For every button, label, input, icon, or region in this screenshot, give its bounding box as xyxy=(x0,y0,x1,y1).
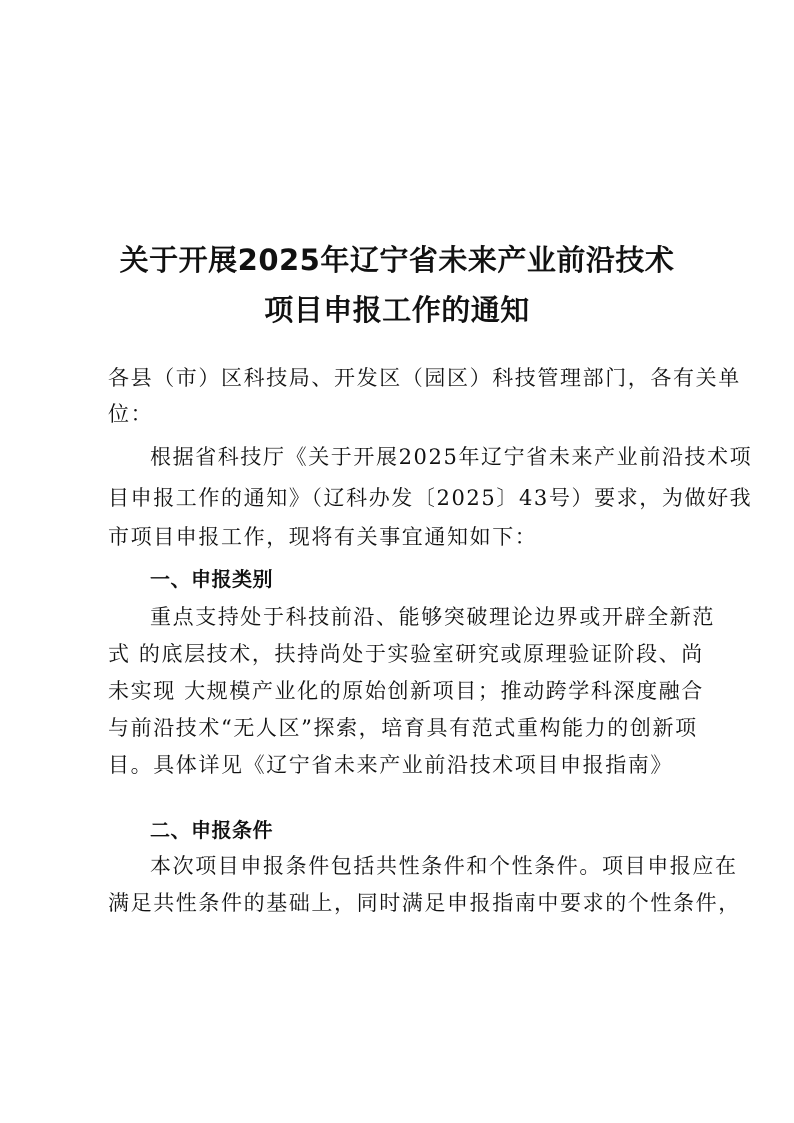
section-1-line-1: 重点支持处于科技前沿、能够突破理论边界或开辟全新范 xyxy=(150,605,715,629)
document-title-line-2: 项目申报工作的通知 xyxy=(264,293,530,327)
section-2-heading: 二、申报条件 xyxy=(150,818,273,842)
section-1-line-3: 未实现 大规模产业化的原始创新项目；推动跨学科深度融合 xyxy=(108,679,704,703)
section-1-line-4: 与前沿技术“无人区”探索，培育具有范式重构能力的创新项 xyxy=(108,716,698,740)
intro-line-2: 目申报工作的通知》（辽科办发〔2025〕43号）要求，为做好我 xyxy=(108,486,753,510)
section-2-line-1: 本次项目申报条件包括共性条件和个性条件。项目申报应在 xyxy=(150,854,738,878)
salutation-line-2: 位： xyxy=(108,402,154,426)
document-title-line-1: 关于开展2025年辽宁省未来产业前沿技术 xyxy=(119,243,675,277)
section-1-line-5: 目。具体详见《辽宁省未来产业前沿技术项目申报指南》 xyxy=(108,753,673,777)
intro-line-3: 市项目申报工作，现将有关事宜通知如下： xyxy=(108,525,538,549)
intro-line-1: 根据省科技厅《关于开展2025年辽宁省未来产业前沿技术项 xyxy=(150,445,753,469)
salutation-line-1: 各县（市）区科技局、开发区（园区）科技管理部门，各有关单 xyxy=(108,366,741,390)
section-1-heading: 一、申报类别 xyxy=(150,567,273,591)
section-1-line-2: 式 的底层技术，扶持尚处于实验室研究或原理验证阶段、尚 xyxy=(108,642,704,666)
section-2-line-2: 满足共性条件的基础上，同时满足申报指南中要求的个性条件， xyxy=(108,891,741,915)
